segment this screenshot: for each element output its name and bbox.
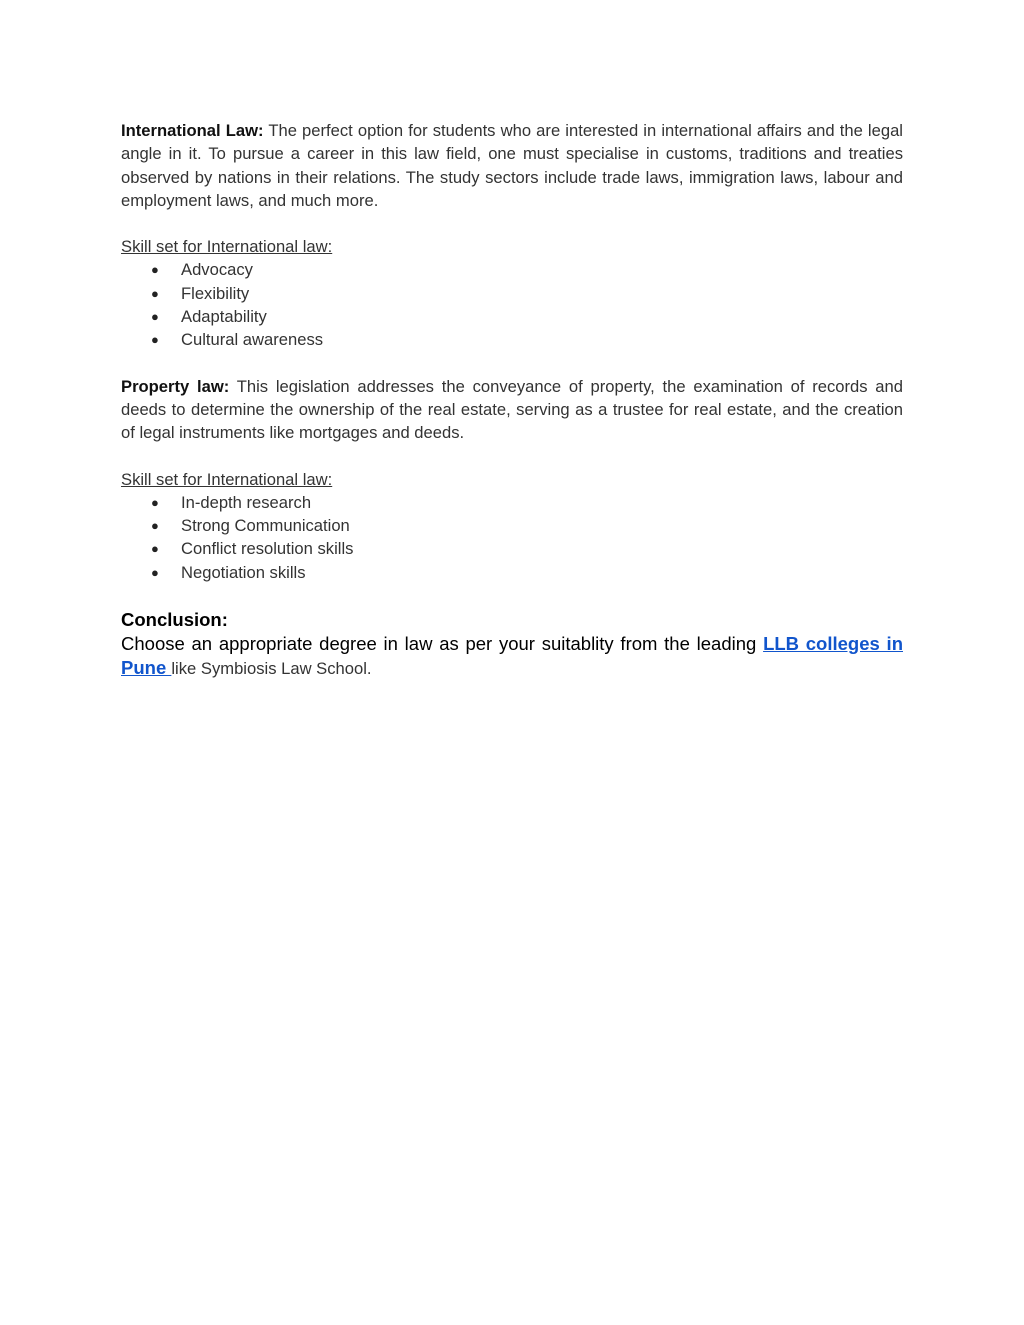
bullet-icon: ● bbox=[151, 564, 159, 580]
international-skills-list bbox=[121, 258, 903, 351]
conclusion-title: Conclusion: bbox=[121, 609, 228, 631]
list-item-text: Negotiation skills bbox=[181, 562, 306, 582]
list-item bbox=[121, 258, 903, 281]
list-item-text: In-depth research bbox=[181, 492, 312, 512]
list-item bbox=[121, 514, 903, 537]
list-item bbox=[121, 305, 903, 328]
spacer bbox=[121, 212, 903, 235]
list-item-text: Adaptability bbox=[181, 307, 267, 327]
bullet-icon: ● bbox=[151, 309, 159, 325]
bullet-icon: ● bbox=[151, 262, 159, 278]
spacer bbox=[121, 352, 903, 375]
property-skills-list bbox=[121, 491, 903, 584]
bullet-icon: ● bbox=[151, 541, 159, 557]
list-item-text: Conflict resolution skills bbox=[181, 539, 354, 559]
list-item-text: Cultural awareness bbox=[181, 330, 324, 350]
llb-colleges-link[interactable]: LLB colleges in Pune bbox=[121, 633, 903, 679]
property-law-term: Property law: bbox=[121, 376, 230, 396]
conclusion-paragraph bbox=[121, 632, 903, 681]
bullet-icon: ● bbox=[151, 285, 159, 301]
list-item bbox=[121, 328, 903, 351]
bullet-icon: ● bbox=[151, 518, 159, 534]
document-page bbox=[121, 119, 903, 681]
bullet-icon: ● bbox=[151, 494, 159, 510]
list-item bbox=[121, 491, 903, 514]
bullet-icon: ● bbox=[151, 332, 159, 348]
conclusion-tail-text: like Symbiosis Law School. bbox=[171, 659, 372, 679]
list-item-text: Flexibility bbox=[181, 283, 250, 303]
list-item bbox=[121, 561, 903, 584]
spacer bbox=[121, 584, 903, 608]
list-item-text: Strong Communication bbox=[181, 516, 350, 536]
list-item bbox=[121, 537, 903, 560]
international-law-paragraph bbox=[121, 119, 903, 212]
international-law-text: The perfect option for students who are interested in international affairs and the legal angle in it. To pursue a career in this law field, one must specialise in customs, traditions and treaties observed by nations in their relations. The study sectors include trade laws, immigration laws, labour and employment laws, and much more. bbox=[121, 121, 903, 210]
list-item bbox=[121, 282, 903, 305]
property-skills-heading: Skill set for International law: bbox=[121, 469, 333, 489]
international-skills-heading: Skill set for International law: bbox=[121, 237, 333, 257]
property-law-paragraph bbox=[121, 375, 903, 445]
spacer bbox=[121, 445, 903, 468]
conclusion-text: Choose an appropriate degree in law as per your suitablity from the leading bbox=[121, 633, 764, 655]
list-item-text: Advocacy bbox=[181, 260, 253, 280]
international-law-term: International Law: bbox=[121, 121, 264, 140]
property-law-text: This legislation addresses the conveyance of property, the examination of records and deeds to determine the ownership of the real estate, serving as a trustee for real estate, and the creation of legal instruments like mortgages and deeds. bbox=[121, 376, 903, 443]
